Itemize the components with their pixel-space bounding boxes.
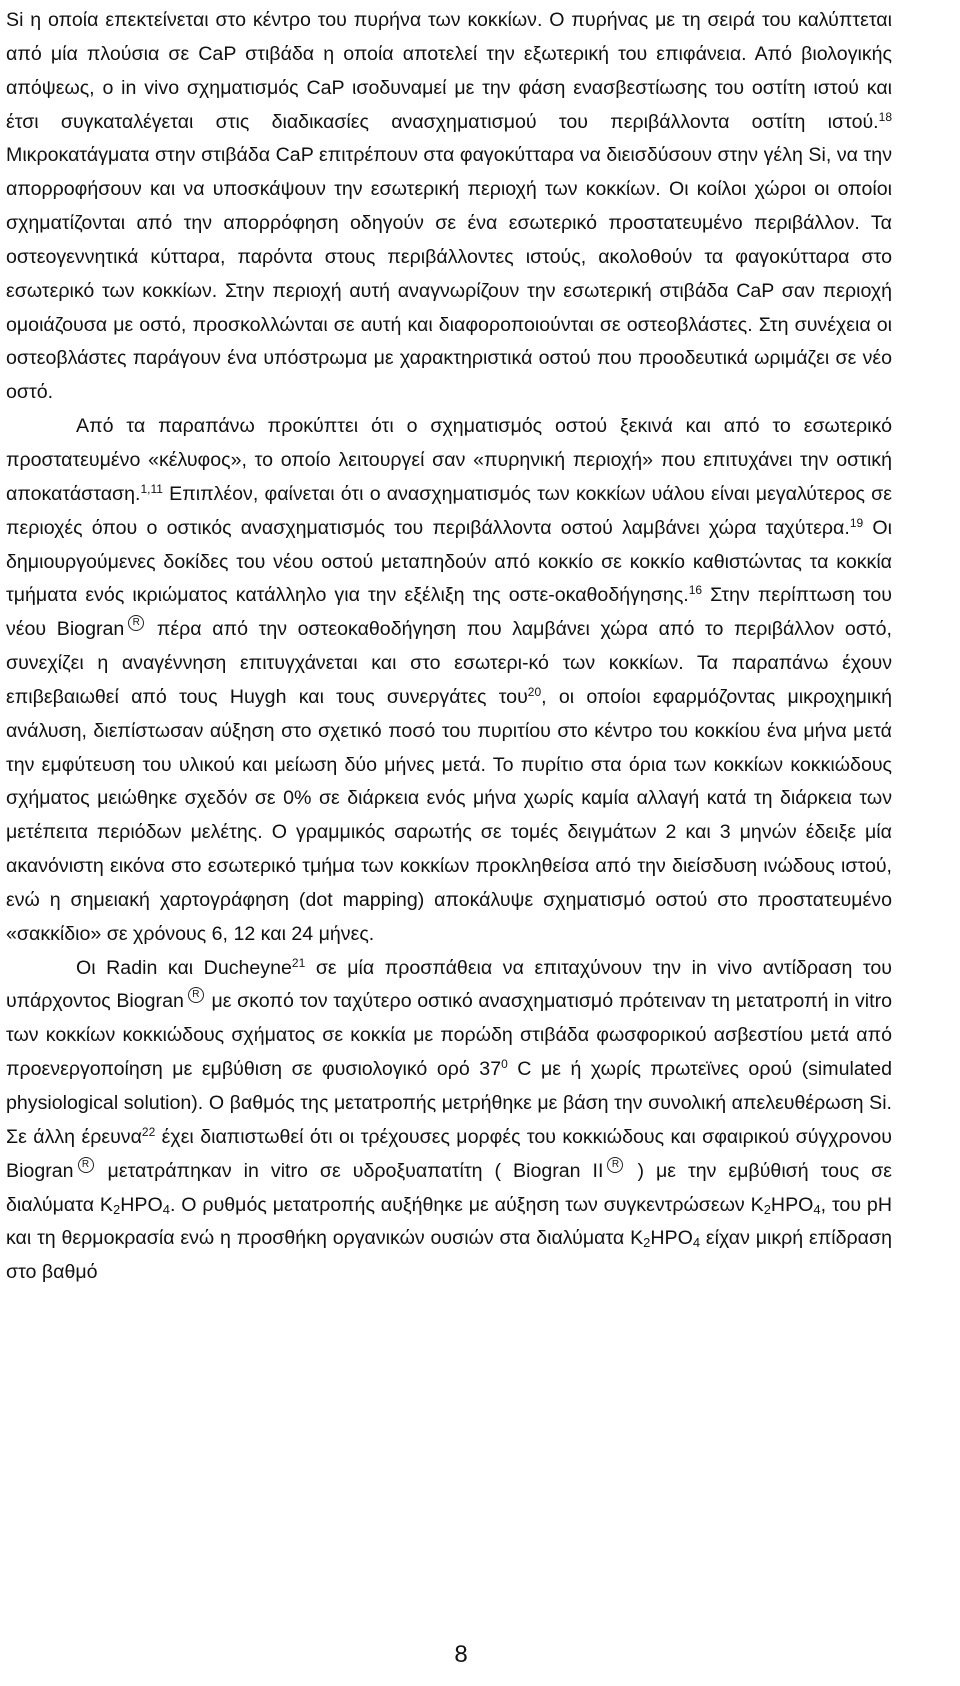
chemical-subscript: 4 — [162, 1201, 170, 1217]
text-run: Επιπλέον, φαίνεται ότι ο ανασχηματισμός των κοκκίων υάλου είναι μεγαλύτερος σε περιοχές όπου ο οστικός ανασχηματισμός του περιβάλλοντα οστού λαμβάνει χώρα ταχύτερα. — [6, 482, 892, 539]
text-run: HPO — [650, 1227, 693, 1250]
text-run: με σκοπό τον ταχύτερο οστικό ανασχηματισμό πρότειναν τη μετατροπή in vitro των κοκκίων κοκκιώδους σχήματος σε κοκκία με πορώδη στιβάδα φωσφορικού ασβεστίου μετά από προενεργοποίηση με εμβύθιση σε φυσιολογικό ορό 37 — [6, 990, 892, 1081]
citation-superscript: 1,11 — [140, 481, 163, 496]
registered-mark-icon: R — [607, 1157, 623, 1173]
text-run: μετατράπηκαν in vitro σε υδροξυαπατίτη ( Biogran II — [95, 1159, 604, 1182]
paragraph-2 — [6, 410, 892, 952]
chemical-subscript: 2 — [643, 1235, 651, 1251]
text-run: . Ο ρυθμός μετατροπής αυξήθηκε με αύξηση των συγκεντρώσεων K — [169, 1193, 764, 1216]
citation-superscript: 16 — [688, 583, 703, 598]
text-run: HPO — [770, 1193, 814, 1216]
text-run: ) με την εμβύθισή τους σε διαλύματα K — [6, 1159, 892, 1216]
text-run: Οι Radin και Ducheyne — [76, 956, 292, 979]
text-run: , του pH και τη θερμοκρασία ενώ η προσθήκη οργανικών ουσιών στα διαλύματα K — [6, 1193, 892, 1250]
text-run: , οι οποίοι εφαρμόζοντας μικροχημική ανάλυση, διεπίστωσαν αύξηση στο σχετικό ποσό του πυριτίου στο κέντρο του κοκκίου ένα μήνα μετά την εμφύτευση του υλικού και μείωση δύο μήνες μετά. Το πυρίτιο στα όρια των κοκκίων κοκκιώδους σχήματος μειώθηκε σχεδόν σε 0% σε διάρκεια ενός μήνα χωρίς καμία αλλαγή κατά τη διάρκεια των μετέπειτα περιόδων μελέτης. Ο γραμμικός σαρωτής σε τομές δειγμάτων 2 και 3 μηνών έδειξε μία ακανόνιστη εικόνα στο εσωτερικό τμήμα των κοκκίων προκληθείσα από την διείσδυση ινώδους ιστού, ενώ η σημειακή χαρτογράφηση (dot mapping) αποκάλυψε σχηματισμό οστού στο προστατευμένο «σακκίδιο» σε χρόνους 6, 12 και 24 μήνες. — [6, 685, 892, 945]
page-number: 8 — [454, 1641, 468, 1668]
chemical-subscript: 4 — [813, 1201, 821, 1217]
text-run: είχαν μικρή επίδραση στο βαθμό — [6, 1227, 892, 1284]
text-run: Μικροκατάγματα στην στιβάδα CaP επιτρέπουν στα φαγοκύτταρα να διεισδύσουν στην γέλη Si, να την απορροφήσουν και να υποσκάψουν την εσωτερική περιοχή των κοκκίων. Οι κοίλοι χώροι οι οποίοι σχηματίζονται από την απορρόφηση οδηγούν σε ένα εσωτερικό προστατευμένο περιβάλλον. Τα οστεογεννητικά κύτταρα, παρόντα στους περιβάλλοντες ιστούς, ακολοθούν τα φαγοκύτταρα στο εσωτερικό των κοκκίων. Στην περιοχή αυτή αναγνωρίζουν την εσωτερική στιβάδα CaP σαν περιοχή ομοιάζουσα με οστό, προσκολλώνται σε αυτή και διαφοροποιούνται σε οστεοβλάστες. Στη συνέχεια οι οστεοβλάστες παράγουν ένα υπόστρωμα με χαρακτηριστικά οστού που προοδευτικά ωριμάζει σε νέο οστό. — [6, 144, 892, 404]
text-run: Στην περίπτωση του νέου Biogran — [6, 584, 892, 641]
degree-superscript: 0 — [501, 1057, 508, 1072]
text-run: C με ή χωρίς πρωτεϊνες ορού (simulated physiological solution). Ο βαθμός της μετατροπής μετρήθηκε με βάση την συνολική απελευθέρωση Si. Σε άλλη έρευνα — [6, 1058, 892, 1148]
text-run: Οι δημιουργούμενες δοκίδες του νέου οστού μεταπηδούν από κοκκίο σε κοκκίο καθιστώντας τα κοκκία τμήματα ενός ικριώματος κατάλληλο για την εξέλιξη της οστε-οκαθοδήγησης. — [6, 516, 892, 607]
text-run: σε μία προσπάθεια να επιταχύνουν την in vivo αντίδραση του υπάρχοντος Biogran — [6, 956, 892, 1013]
citation-superscript: 21 — [291, 955, 306, 970]
text-run: Si η οποία επεκτείνεται στο κέντρο του πυρήνα των κοκκίων. Ο πυρήνας με τη σειρά του καλύπτεται από μία πλούσια σε CaP στιβάδα η οποία αποτελεί την εξωτερική του επιφάνεια. Από βιολογικής απόψεως, ο in vivo σχηματισμός CaP ισοδυναμεί με την φάση ενασβεστίωσης του οστίτη ιστού και έτσι συγκαταλέγεται στις διαδικασίες ανασχηματισμού του περιβάλλοντα οστίτη ιστού. — [6, 9, 892, 133]
text-run: Από τα παραπάνω προκύπτει ότι ο σχηματισμός οστού ξεκινά και από το εσωτερικό προστατευμένο «κέλυφος», το οποίο λειτουργεί σαν «πυρηνική περιοχή» που επιτυχάνει την οστική αποκατάσταση. — [6, 415, 892, 505]
text-run: έχει διαπιστωθεί ότι οι τρέχουσες μορφές του κοκκιώδους και σφαιρικού σύγχρονου Biogran — [6, 1125, 892, 1182]
registered-mark-icon: R — [78, 1157, 94, 1173]
chemical-subscript: 2 — [763, 1201, 771, 1217]
paragraph-1 — [6, 4, 892, 410]
citation-superscript: 18 — [878, 109, 892, 124]
citation-superscript: 22 — [141, 1124, 156, 1139]
text-run: πέρα από την οστεοκαθοδήγηση που λαμβάνει χώρα από το περιβάλλον οστό, συνεχίζει η αναγέννηση επιτυγχάνεται και στο εσωτερι-κό των κοκκίων. Τα παραπάνω έχουν επιβεβαιωθεί από τους Huygh και τους συνεργάτες του — [6, 618, 892, 708]
paragraph-3 — [6, 952, 892, 1290]
citation-superscript: 20 — [527, 684, 542, 699]
text-run: HPO — [120, 1193, 163, 1216]
chemical-subscript: 4 — [692, 1235, 701, 1251]
citation-superscript: 19 — [849, 515, 864, 530]
document-page — [6, 0, 892, 1686]
registered-mark-icon: R — [128, 615, 144, 631]
registered-mark-icon: R — [188, 987, 204, 1003]
chemical-subscript: 2 — [113, 1201, 121, 1217]
